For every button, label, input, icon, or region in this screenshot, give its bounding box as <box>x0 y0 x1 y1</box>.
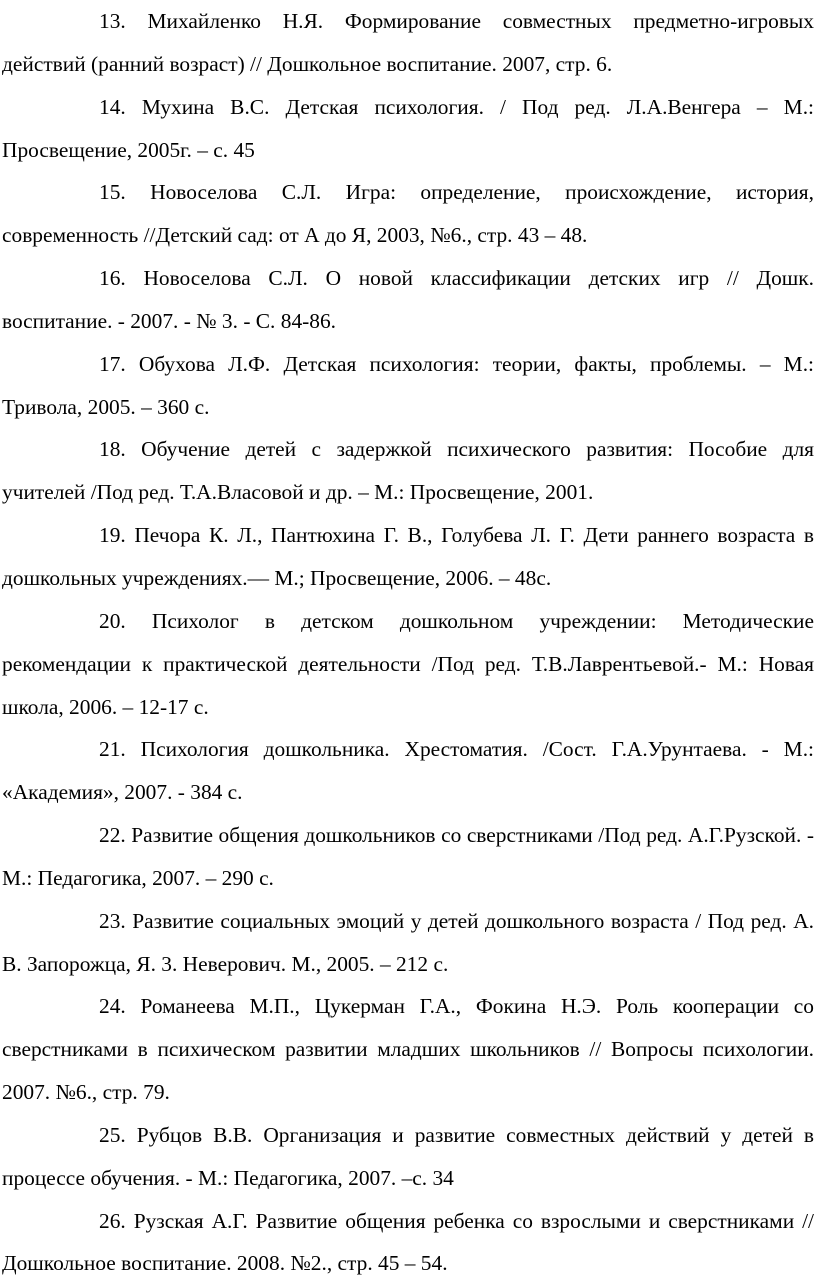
reference-item-21: 21. Психология дошкольника. Хрестоматия. /Сост. Г.А.Урунтаева. - М.: «Академия», 2007. - 384 с. <box>2 737 814 805</box>
reference-item-22: 22. Развитие общения дошкольников со сверстниками /Под ред. А.Г.Рузской. - М.: Педагогика, 2007. – 290 с. <box>2 823 814 890</box>
reference-item-24: 24. Романеева М.П., Цукерман Г.А., Фокина Н.Э. Роль кооперации со сверстниками в психическом развитии младших школьников // Вопросы психологии. 2007. №6., стр. 79. <box>2 994 814 1105</box>
reference-list <box>2 0 814 1285</box>
reference-item-19: 19. Печора К. Л., Пантюхина Г. В., Голубева Л. Г. Дети раннего возраста в дошкольных учреждениях.— М.; Просвещение, 2006. – 48с. <box>2 523 814 590</box>
reference-item-23: 23. Развитие социальных эмоций у детей дошкольного возраста / Под ред. А. В. Запорожца, Я. 3. Неверович. М., 2005. – 212 с. <box>2 908 814 976</box>
reference-item-16: 16. Новоселова С.Л. О новой классификации детских игр // Дошк. воспитание. - 2007. - № 3. - С. 84-86. <box>2 266 814 333</box>
reference-item-17: 17. Обухова Л.Ф. Детская психология: теории, факты, проблемы. – М.: Тривола, 2005. – 360 с. <box>2 351 814 419</box>
reference-item-13: 13. Михайленко Н.Я. Формирование совместных предметно-игровых действий (ранний возраст) // Дошкольное воспитание. 2007, стр. 6. <box>2 9 814 76</box>
reference-item-25: 25. Рубцов В.В. Организация и развитие совместных действий у детей в процессе обучения. - М.: Педагогика, 2007. –с. 34 <box>2 1122 814 1190</box>
reference-item-26: 26. Рузская А.Г. Развитие общения ребенка со взрослыми и сверстниками //Дошкольное воспитание. 2008. №2., стр. 45 – 54. <box>2 1208 814 1276</box>
reference-item-18: 18. Обучение детей с задержкой психического развития: Пособие для учителей /Под ред. Т.А.Власовой и др. – М.: Просвещение, 2001. <box>2 437 814 505</box>
reference-item-20: 20. Психолог в детском дошкольном учреждении: Методические рекомендации к практической деятельности /Под ред. Т.В.Лаврентьевой.- М.: Новая школа, 2006. – 12-17 с. <box>2 608 814 719</box>
reference-item-14: 14. Мухина В.С. Детская психология. / Под ред. Л.А.Венгера – М.: Просвещение, 2005г. – с. 45 <box>2 94 814 162</box>
reference-item-15: 15. Новоселова С.Л. Игра: определение, происхождение, история, современность //Детский сад: от А до Я, 2003, №6., стр. 43 – 48. <box>2 180 814 248</box>
